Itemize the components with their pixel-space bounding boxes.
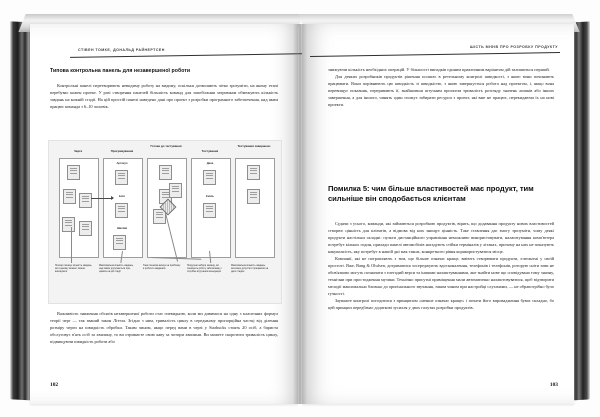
left-page bbox=[30, 24, 298, 404]
kanban-column-header-3: Тестування bbox=[201, 149, 219, 153]
kanban-sub-label-1: Білл bbox=[118, 195, 126, 198]
right-paragraph-bottom-1: Судячи з усього, команди, які займаються розробкою продуктів, вірять, що додавання продукту нових властивостей створює цінність для кліентів, а відмова від них знищує цінність. Таке ставлення дає змогу зрозуміти, чому деякі продукти настільки складні: пульти дистанційного управління неможливо використовувати, налаштування комп'ютера потребує кількох годин, прилади панелі автомобілів нагадують стійки терміналів у літаках, причому на них не показують какуколкість, яку потребує в нашій дні мак також, конкретного рівня корикористуватися місце. bbox=[328, 221, 554, 255]
kanban-sub-label-4: Еміль bbox=[206, 195, 214, 198]
kanban-callout: Така позначка вказує на проблему в робочих завданнях bbox=[143, 265, 181, 271]
kanban-card bbox=[79, 221, 92, 236]
right-paragraph-top-2: Для деяких розробників продуктів рішення полягає в ретельному контролі швидкості, з якою вони починають працювати. Вони порівнюють цю швидкість зі швидкістю, з якою завершується робота над проектом, і, якщо вона перевищує показник, переривають її, знайшовши штучним проєктом тривалість розгляду значень лишків або інших завершення, а для іншого, чинять один спожує забирати ресурси з проект, які вже не працює, перекидаючи їх на нові проекти. bbox=[328, 74, 554, 108]
right-page bbox=[302, 24, 574, 404]
right-header-rule bbox=[310, 52, 560, 57]
kanban-card bbox=[115, 170, 128, 185]
kanban-column-header-0: Черга bbox=[73, 149, 83, 153]
left-header-rule bbox=[70, 53, 308, 58]
book-gutter-shadow bbox=[293, 24, 307, 404]
kanban-sub-label-2: Шаліма bbox=[116, 227, 128, 230]
kanban-sub-label-0: Артикул bbox=[116, 162, 128, 165]
right-paragraph-bottom-2: Компанії, які не потрапляють з тим, що більше означає краще, вміють створювати продукти, елегантні у своїй простоті. Вже, Bang & Olufsen, дотриматися зосереджують вдосконалення, телефонів і телефонів, роторую сніти зови не обов'язково могуть позначати з елегадий верси та іншими налаштуваннями, ане знайти нове що сповідувана тому значну, технічни при простодження музики. Технічно присутні приміщення мали автоматично налаштовуватися, щоб відтворити мелодії максимально близько до оригінального звучання, таким чином при настройці слухачами, — не обрапотрібно було гучності. bbox=[328, 256, 554, 297]
kanban-card bbox=[113, 235, 126, 250]
kanban-callout: Покручені набори команд, які показують роботу заблоковану, і потрібне втручання менеджера bbox=[187, 265, 222, 274]
kanban-card bbox=[115, 203, 128, 218]
right-section-heading: Помилка 5: чим більше властивостей має продукт, тим сильніше він сподобається клієнтам bbox=[328, 184, 534, 203]
kanban-column-header-2: Готове до тестування bbox=[150, 144, 182, 148]
right-paragraph-bottom-3: Зауважте контролі погодитися з принципом «менше означає краще» і почати його впровадження буває складно, бо цей принцип передбачає додаткові зусилля у двох галузях розробки продуктів. bbox=[328, 298, 554, 311]
kanban-card bbox=[203, 203, 216, 218]
kanban-callout: Максимальна кількість завдань, яка може допустити працювати на двох стадіях bbox=[231, 265, 269, 274]
kanban-column-header-4: Тестування завершено bbox=[237, 144, 271, 148]
kanban-card bbox=[169, 183, 182, 198]
kanban-sub-label-3: Дана bbox=[206, 162, 214, 165]
kanban-card bbox=[62, 217, 75, 232]
kanban-figure bbox=[48, 140, 282, 304]
kanban-column-header-1: Програмування bbox=[110, 149, 134, 153]
kanban-card bbox=[63, 189, 76, 204]
left-section-title: Типова контрольна панель для незавершеної роботи bbox=[50, 68, 191, 74]
kanban-card bbox=[67, 165, 80, 180]
kanban-callout: Максимальна кількість завдань, над якими допускається працювати на цій стадії bbox=[99, 265, 134, 274]
left-paragraph-1: Контрольні панелі перетворюють невидиму роботу на видиму, оскільки дозволяють чітко зрозуміти, на якому етапі перебуває кожен проект. У разі створення панелей більшість команд для запобігання затримкам обмежують кількість завдань на кожній стадії. На цій простій панелі наведено дані про проект з розробки програмного забезпечення, над яким працює команда з 6–10 чоловік. bbox=[50, 82, 278, 109]
left-page-number: 102 bbox=[50, 382, 59, 388]
kanban-card bbox=[159, 165, 172, 180]
right-paragraph-top-1: знижуючи кількість необхідних операцій. У більшості випадків єдиним практичним варіантом дій залишиться перший. bbox=[328, 67, 550, 72]
kanban-card bbox=[247, 189, 260, 204]
left-running-head: СТІВЕН ТОМКЕ, ДОНАЛЬД РАЙНЕРТСЕН bbox=[78, 48, 165, 52]
left-paragraph-2: Важливість зниження обсягів незавершеної роботи стає очевидною, коли ми дивимося на одну з класичних формул теорії черг — так званий закон Літтла. Згідно з ним, тривалість циклу в середньому пропорційна частці від ділення розміру черги на швидкість обробки. Таким чином, якщо перед вами в черзі у Starbucks стоять 20 осіб, а бариста обслуговує п'ять осіб за хвилину, то ви отримаєте свою каву за чотири хвилини. Ви можете скоротити тривалість циклу, підвищуючи швидкість роботи або bbox=[50, 311, 278, 345]
kanban-flow-arrow bbox=[91, 198, 113, 199]
open-book bbox=[10, 8, 590, 410]
callout-leader bbox=[71, 227, 72, 263]
kanban-card bbox=[79, 193, 92, 208]
right-running-head: ШІСТЬ МІФІВ ПРО РОЗРОБКУ ПРОДУКТУ bbox=[470, 45, 558, 49]
right-page-number: 103 bbox=[549, 382, 558, 388]
kanban-card bbox=[247, 165, 260, 180]
kanban-card bbox=[203, 170, 216, 185]
kanban-callout: Позиція показує кількість завдань, які в даному момент можна виконувати bbox=[55, 265, 93, 274]
